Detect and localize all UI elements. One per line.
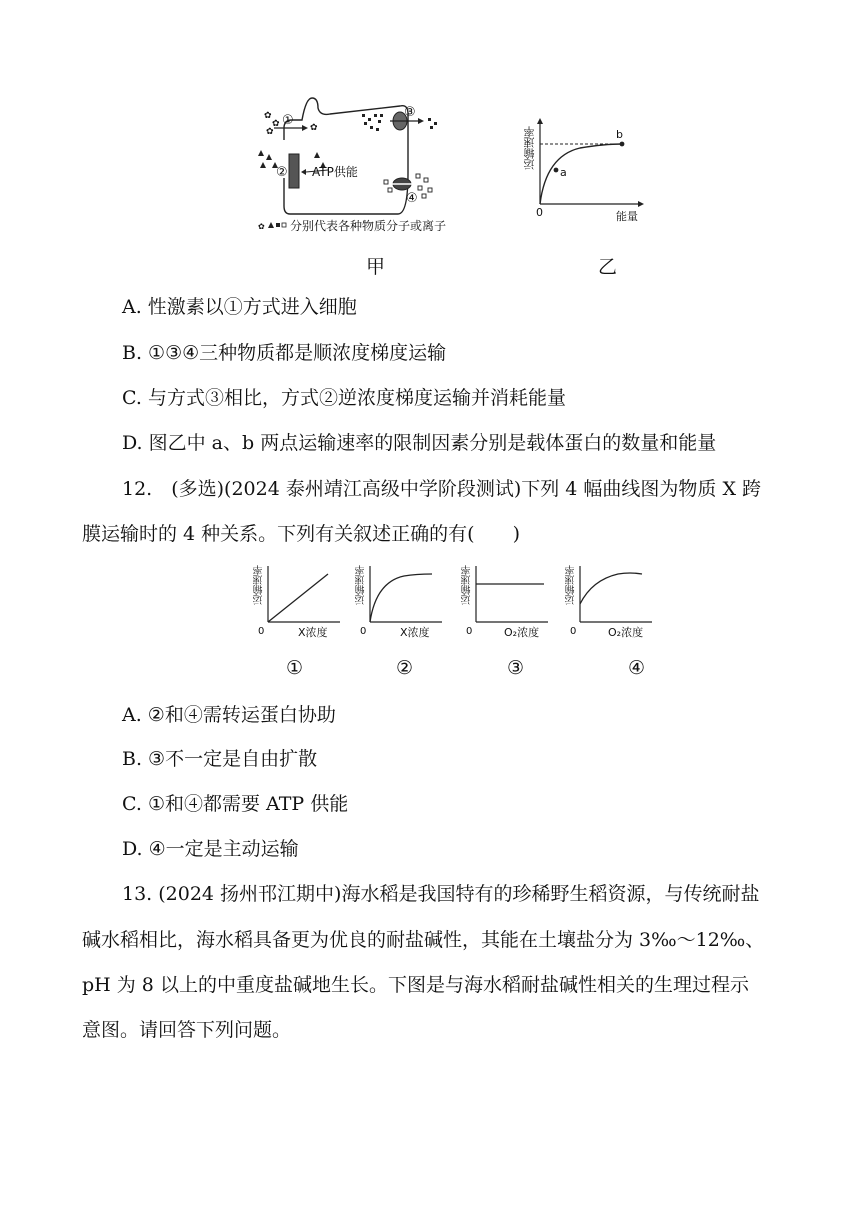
svg-text:b: b: [616, 128, 623, 141]
svg-text:0: 0: [258, 626, 265, 637]
point-a: [554, 168, 559, 173]
q12-caption-1: ①: [286, 657, 304, 679]
point-b: [620, 142, 625, 147]
q12-option-b: B. ③不一定是自由扩散: [122, 748, 318, 770]
svg-text:O₂浓度: O₂浓度: [504, 626, 540, 639]
svg-text:✿: ✿: [310, 123, 318, 133]
svg-text:0: 0: [536, 206, 543, 219]
legend-symbols: [258, 222, 286, 231]
svg-text:X浓度: X浓度: [298, 626, 328, 639]
q12-caption-4: ④: [628, 657, 646, 679]
q11-option-b: B. ①③④三种物质都是顺浓度梯度运输: [122, 342, 447, 364]
q11-option-a: A. 性激素以①方式进入细胞: [122, 296, 357, 318]
carrier-4: [390, 178, 414, 190]
svg-text:0: 0: [466, 626, 473, 637]
q12-caption-3: ③: [507, 657, 525, 679]
svg-text:X浓度: X浓度: [400, 626, 430, 639]
q12-stem-line2: 膜运输时的 4 种关系。下列有关叙述正确的有( ): [82, 523, 520, 545]
q12-graph-1-ylabel: 运输速率: [254, 565, 265, 605]
carrier-2: [289, 154, 299, 188]
curve-linear: [268, 574, 328, 622]
label-2: ②: [276, 165, 288, 180]
caption-jia: 甲: [366, 256, 386, 278]
svg-text:✿: ✿: [266, 127, 274, 137]
svg-text:a: a: [560, 166, 567, 179]
q13-stem-line1: 13. (2024 扬州邗江期中)海水稻是我国特有的珍稀野生稻资源，与传统耐盐: [122, 883, 760, 905]
q12-option-a: A. ②和④需转运蛋白协助: [122, 704, 336, 726]
svg-text:✿: ✿: [258, 222, 265, 231]
q13-stem-line2: 碱水稻相比，海水稻具备更为优良的耐盐碱性，其能在土壤盐分为 3‰～12‰、: [82, 929, 765, 951]
label-3: ③: [404, 105, 416, 120]
label-4: ④: [406, 191, 418, 206]
q12-graph-3-ylabel: 运输速率: [462, 565, 473, 605]
yi-ylabel: 运输速率: [523, 126, 536, 170]
svg-text:O₂浓度: O₂浓度: [608, 626, 644, 639]
label-1: ①: [282, 113, 294, 128]
q12-stem-line1: 12. (多选)(2024 泰州靖江高级中学阶段测试)下列 4 幅曲线图为物质 X 跨: [122, 478, 762, 500]
q13-stem-line4: 意图。请回答下列问题。: [82, 1019, 292, 1041]
q11-option-d: D. 图乙中 a、b 两点运输速率的限制因素分别是载体蛋白的数量和能量: [122, 432, 717, 454]
curve: [540, 144, 622, 204]
svg-text:0: 0: [360, 626, 367, 637]
svg-text:0: 0: [570, 626, 577, 637]
q12-option-c: C. ①和④都需要 ATP 供能: [122, 793, 349, 815]
q12-graph-2-ylabel: 运输速率: [356, 565, 367, 605]
svg-text:能量: 能量: [616, 210, 638, 223]
atp-label: ATP供能: [312, 165, 358, 179]
caption-yi: 乙: [598, 256, 618, 278]
curve-saturating: [370, 574, 432, 622]
svg-text:✿: ✿: [264, 111, 272, 121]
q11-option-c: C. 与方式③相比，方式②逆浓度梯度运输并消耗能量: [122, 387, 566, 409]
figure-jia: [250, 88, 480, 238]
q12-caption-2: ②: [396, 657, 414, 679]
q12-graph-4-ylabel: 运输速率: [566, 565, 577, 605]
legend-text: 分别代表各种物质分子或离子: [290, 219, 447, 233]
q12-option-d: D. ④一定是主动运输: [122, 838, 299, 860]
q13-stem-line3: pH 为 8 以上的中重度盐碱地生长。下图是与海水稻耐盐碱性相关的生理过程示: [82, 974, 749, 996]
curve-saturating-offset: [580, 573, 642, 604]
svg-text:✿: ✿: [272, 119, 280, 129]
cell-membrane: [284, 98, 408, 214]
